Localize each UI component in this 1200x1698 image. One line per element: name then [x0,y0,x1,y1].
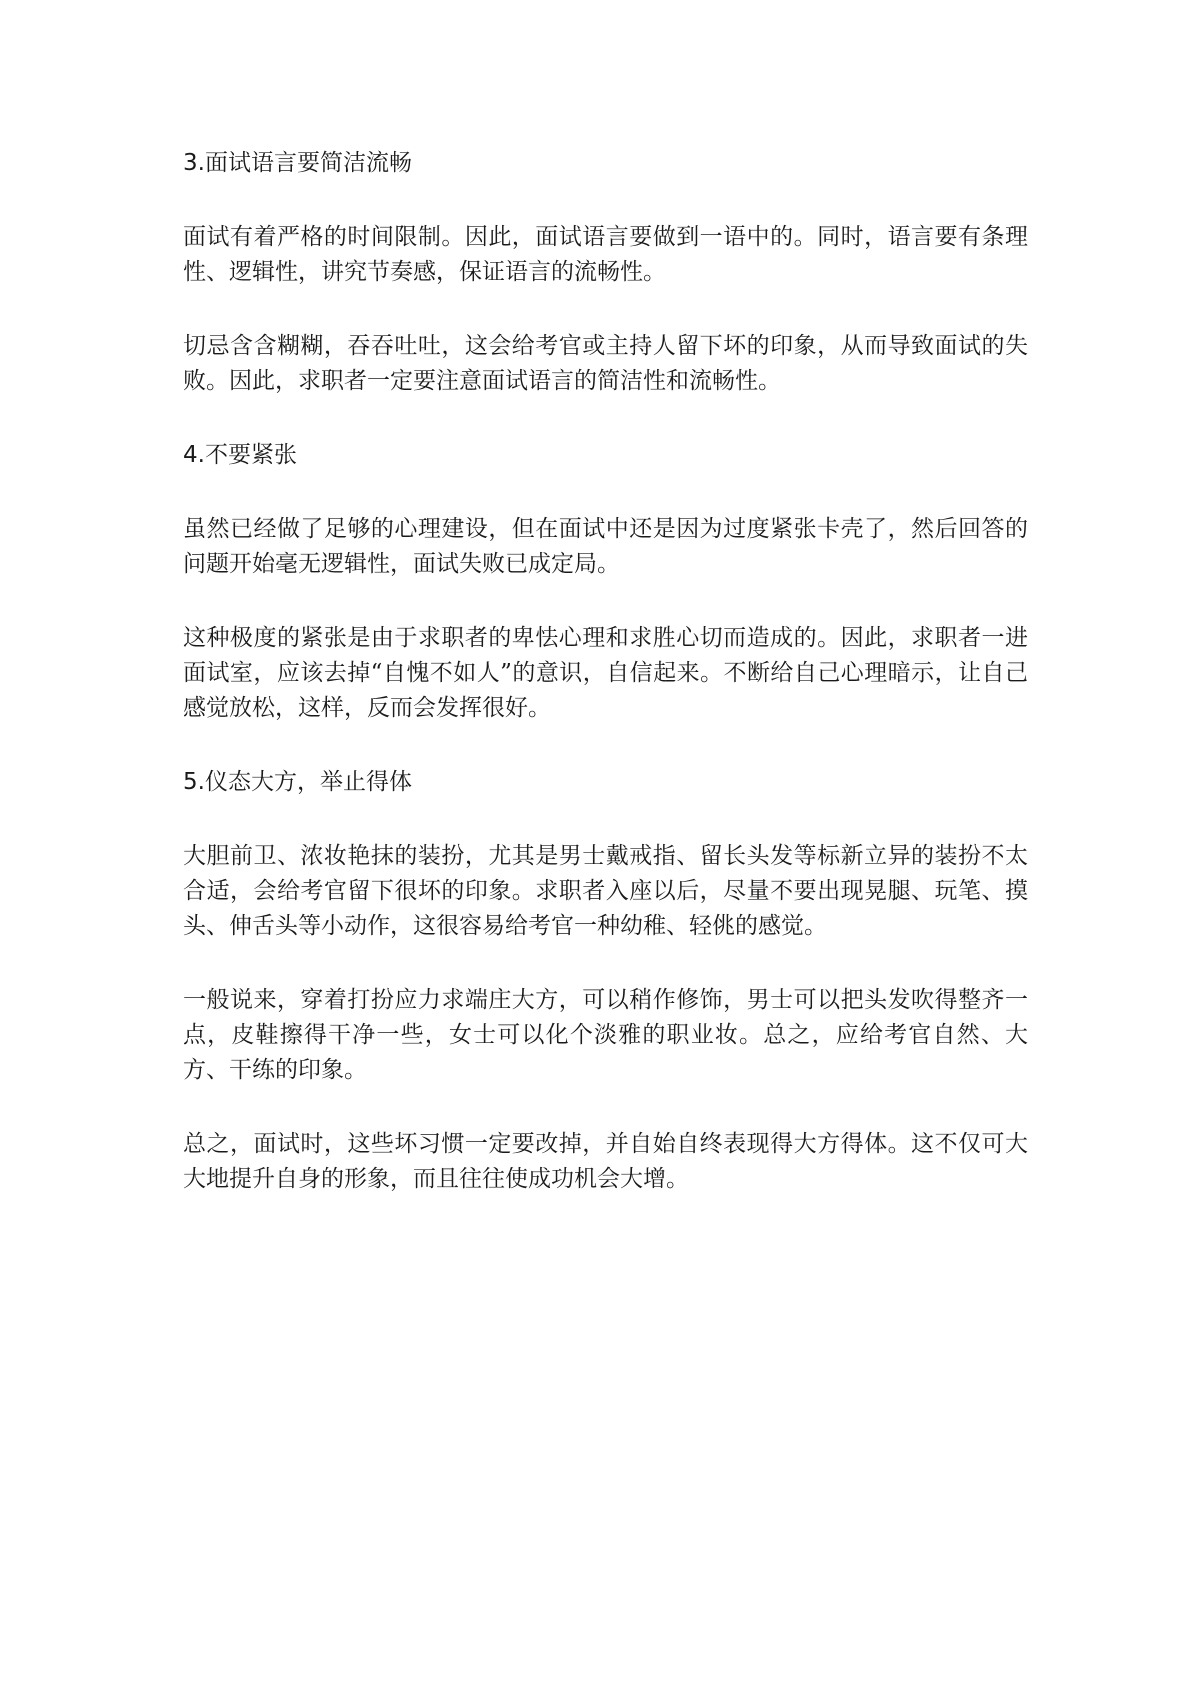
document-body [183,146,1028,1236]
paragraph: 大胆前卫、浓妆艳抹的装扮，尤其是男士戴戒指、留长头发等标新立异的装扮不太合适，会给考官留下很坏的印象。求职者入座以后，尽量不要出现晃腿、玩笔、摸头、伸舌头等小动作，这很容易给考官一种幼稚、轻佻的感觉。 [183,843,1028,939]
section-heading: 4.不要紧张 [183,442,297,468]
paragraph: 切忌含含糊糊，吞吞吐吐，这会给考官或主持人留下坏的印象，从而导致面试的失败。因此，求职者一定要注意面试语言的简洁性和流畅性。 [183,333,1028,394]
section-heading: 5.仪态大方，举止得体 [183,769,412,795]
paragraph: 虽然已经做了足够的心理建设，但在面试中还是因为过度紧张卡壳了，然后回答的问题开始毫无逻辑性，面试失败已成定局。 [183,516,1028,577]
paragraph: 总之，面试时，这些坏习惯一定要改掉，并自始自终表现得大方得体。这不仅可大大地提升自身的形象，而且往往使成功机会大增。 [183,1131,1028,1192]
section-heading: 3.面试语言要简洁流畅 [183,150,412,176]
paragraph: 一般说来，穿着打扮应力求端庄大方，可以稍作修饰，男士可以把头发吹得整齐一点，皮鞋擦得干净一些，女士可以化个淡雅的职业妆。总之，应给考官自然、大方、干练的印象。 [183,987,1028,1083]
paragraph: 面试有着严格的时间限制。因此，面试语言要做到一语中的。同时，语言要有条理性、逻辑性，讲究节奏感，保证语言的流畅性。 [183,224,1028,285]
paragraph: 这种极度的紧张是由于求职者的卑怯心理和求胜心切而造成的。因此，求职者一进面试室，应该去掉“自愧不如人”的意识，自信起来。不断给自己心理暗示，让自己感觉放松，这样，反而会发挥很好。 [183,625,1028,721]
